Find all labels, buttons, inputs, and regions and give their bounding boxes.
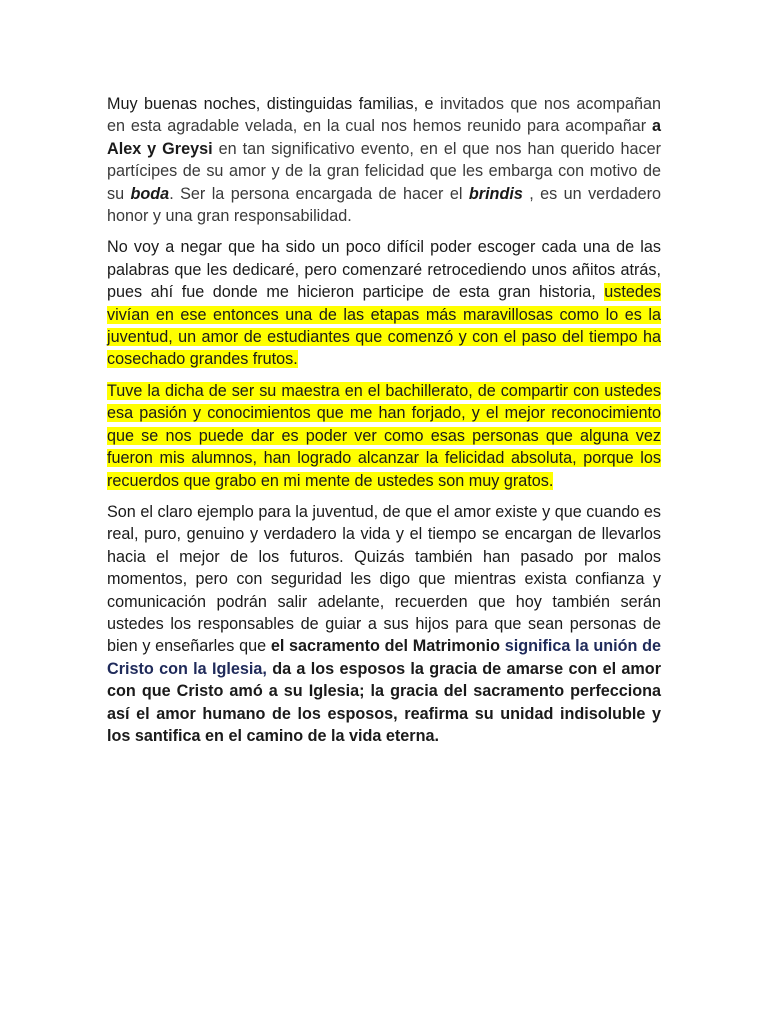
toast-intro-text: . Ser la persona encargada de hacer el bbox=[169, 184, 469, 203]
guests-text: invitados que nos acompañan en esta agradable velada, en la cual nos hemos reunido para acompañar bbox=[107, 95, 661, 136]
event-text: en tan significativo evento, en el que nos han querido hacer partícipes de su amor y de la gran felicidad que les embarga con motivo de su bbox=[107, 139, 661, 203]
union-text: significa la unión de Cristo con la Iglesia, bbox=[107, 637, 662, 678]
document-page bbox=[107, 93, 661, 756]
greeting-text: Muy buenas noches, distinguidas familias, e bbox=[107, 95, 434, 113]
honor-text: , es un verdadero honor y una gran responsabilidad. bbox=[107, 184, 661, 226]
sacrament-text: el sacramento del Matrimonio bbox=[270, 637, 505, 656]
example-text: Son el claro ejemplo para la juventud, de que el amor existe y que cuando es real, puro, genuino y verdadero la vida y el tiempo se encargan de llevarlos hacia el mejor de los futuros. Quizás también han pasado por malos momentos, pero con seguridad les digo que mientras exista confianza y comunicación podrán salir adelante, recuerden que hoy también serán ustedes los responsables de guiar a sus hijos para que sean personas de bien y enseñarles que bbox=[107, 502, 661, 656]
grace-text: da a los esposos la gracia de amarse con el amor con que Cristo amó a su Iglesia; la gracia del sacramento perfecciona así el amor humano de los esposos, reafirma su unidad indisoluble y los santifica en el camino de la vida eterna. bbox=[107, 659, 661, 745]
history-text: No voy a negar que ha sido un poco difícil poder escoger cada una de las palabras que les dedicaré, pero comenzaré retrocediendo unos añitos atrás, pues ahí fue donde me hicieron participe de esta gran historia, bbox=[107, 238, 661, 302]
couple-names: a Alex y Greysi bbox=[107, 117, 661, 158]
paragraph-example bbox=[107, 501, 661, 747]
teacher-highlight: Tuve la dicha de ser su maestra en el bachillerato, de compartir con ustedes esa pasión y conocimientos que me han forjado, y el mejor reconocimiento que se nos puede dar es poder ver como esas personas que alguna vez fueron mis alumnos, han logrado alcanzar la felicidad absoluta, porque los recuerdos que grabo en mi mente de ustedes son muy gratos. bbox=[107, 381, 661, 490]
paragraph-greeting bbox=[107, 93, 661, 227]
wedding-word: boda bbox=[130, 184, 170, 203]
history-highlight: ustedes vivían en ese entonces una de las etapas más maravillosas como lo es la juventud, un amor de estudiantes que comenzó y con el paso del tiempo ha cosechado grandes frutos. bbox=[107, 283, 661, 369]
toast-word: brindis bbox=[468, 184, 523, 203]
paragraph-history bbox=[107, 236, 661, 370]
paragraph-teacher bbox=[107, 380, 661, 492]
